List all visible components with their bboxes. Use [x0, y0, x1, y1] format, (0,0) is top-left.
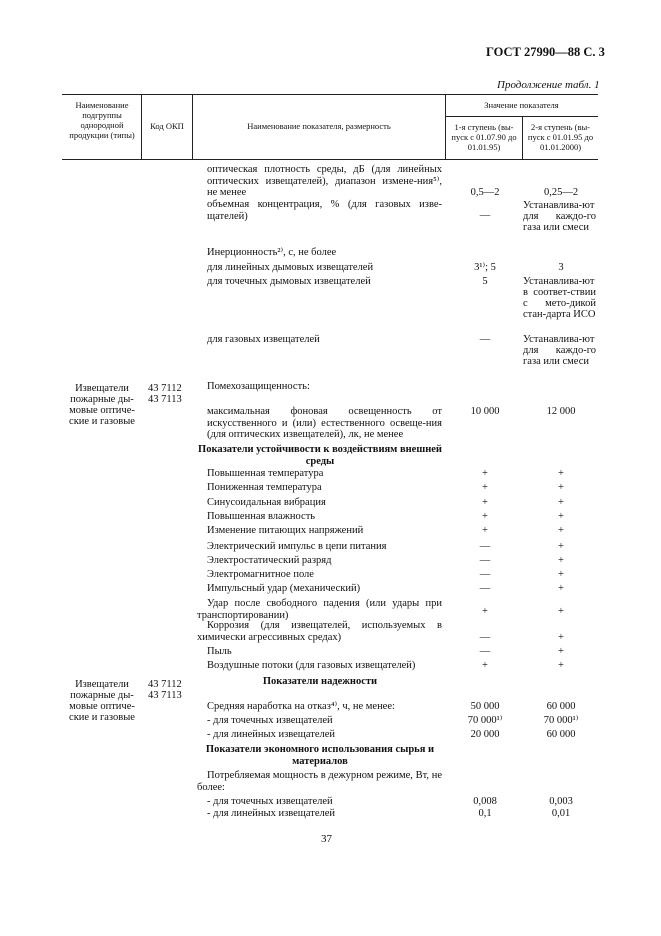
value-stage-1: — — [479, 646, 491, 657]
indicator-text: для точечных дымовых извещателей — [207, 276, 371, 287]
value-stage-1: — — [479, 569, 491, 580]
value-stage-1: 3¹⁾; 5 — [474, 262, 496, 273]
table-top-rule — [62, 94, 598, 95]
value-stage-2: 60 000 — [546, 729, 576, 740]
value-stage-2: + — [558, 555, 564, 566]
table-header-bottom-rule — [62, 159, 598, 160]
header-subgroup: Наименование подгруппы однородной продукции (типы) — [69, 100, 135, 140]
header-stage-1: 1-я ступень (вы-пуск с 01.07.90 до 01.01.95) — [451, 122, 517, 152]
value-stage-2: + — [558, 525, 564, 536]
subgroup-name: Извещатели пожарные ды-мовые оптиче-ские и газовые — [69, 383, 135, 427]
indicator-text: Повышенная температура — [207, 468, 324, 479]
indicator-text: Синусоидальная вибрация — [207, 497, 326, 508]
section-heading: Показатели устойчивости к воздействиям внешней среды — [198, 444, 442, 467]
value-stage-2: + — [558, 660, 564, 671]
header-value: Значение показателя — [484, 100, 559, 110]
value-stage-2: + — [558, 511, 564, 522]
value-stage-1: 50 000 — [470, 701, 500, 712]
header-indicator: Наименование показателя, размерность — [247, 121, 391, 131]
indicator-text: для линейных дымовых извещателей — [207, 262, 374, 273]
indicator-text: - для точечных извещателей — [207, 796, 333, 807]
value-stage-2: Устанавлива-ют в соответ-ствии с мето-дикой стан-дарта ИСО — [523, 276, 596, 320]
indicator-text: Потребляемая мощность в дежурном режиме, Вт, не более: — [197, 770, 442, 793]
header-okp-code: Код ОКП — [150, 121, 184, 131]
okp-code: 43 7112 — [148, 383, 182, 394]
value-stage-1: 5 — [482, 276, 488, 287]
indicator-text: - для точечных извещателей — [207, 715, 333, 726]
value-stage-1: 0,5—2 — [470, 187, 500, 198]
section-heading: Показатели экономного использования сырья и материалов — [205, 744, 435, 767]
indicator-text: Пыль — [207, 646, 232, 657]
indicator-text: Удар после свободного падения (или удары при транспортировании) — [197, 598, 442, 621]
indicator-text — [207, 247, 336, 259]
value-stage-2: 3 — [558, 262, 564, 273]
indicator-text: Воздушные потоки (для газовых извещателей) — [207, 660, 416, 671]
indicator-text: Помехозащищенность: — [207, 381, 310, 392]
value-stage-2: Устанавлива-ют для каждо-го газа или смеси — [523, 200, 596, 233]
document-header: ГОСТ 27990—88 С. 3 — [486, 45, 605, 59]
indicator-text: Изменение питающих напряжений — [207, 525, 364, 536]
indicator-text: Импульсный удар (механический) — [207, 583, 361, 594]
value-stage-1: 20 000 — [470, 729, 500, 740]
okp-code: 43 7113 — [148, 394, 182, 405]
indicator-text: Повышенная влажность — [207, 511, 316, 522]
indicator-text: Пониженная температура — [207, 482, 322, 493]
value-stage-2: + — [558, 632, 564, 643]
value-stage-1: + — [482, 525, 488, 536]
col-divider-1 — [141, 94, 142, 160]
value-stage-1: + — [482, 468, 488, 479]
col-divider-2 — [192, 94, 193, 160]
value-stage-2: + — [558, 569, 564, 580]
indicator-text: Электромагнитное поле — [207, 569, 314, 580]
value-stage-1: — — [479, 583, 491, 594]
value-stage-2: 70 000¹⁾ — [543, 715, 579, 726]
value-stage-2: 0,25—2 — [543, 187, 579, 198]
value-header-rule — [445, 116, 598, 117]
subgroup-name: Извещатели пожарные ды-мовые оптиче-ские и газовые — [69, 679, 135, 723]
value-stage-1: 10 000 — [470, 406, 500, 417]
indicator-text: Коррозия (для извещателей, используемых в химически агрессивных средах) — [197, 620, 442, 643]
value-stage-2: + — [558, 646, 564, 657]
col-divider-4 — [522, 116, 523, 160]
value-stage-2: + — [558, 497, 564, 508]
value-stage-2: + — [558, 482, 564, 493]
value-stage-2: + — [558, 606, 564, 617]
table-continuation-label: Продолжение табл. 1 — [497, 79, 600, 91]
value-stage-2: + — [558, 468, 564, 479]
value-stage-2: + — [558, 541, 564, 552]
value-stage-1: — — [479, 632, 491, 643]
indicator-text: объемная концентрация, % (для газовых изве-щателей) — [207, 199, 442, 222]
value-stage-1: 0,008 — [473, 796, 497, 807]
indicator-text: оптическая плотность среды, дБ (для линейных оптических извещателей), диапазон измене-ния⁵⁾, не менее — [207, 164, 442, 198]
value-stage-1: + — [482, 606, 488, 617]
value-stage-1: + — [482, 497, 488, 508]
value-stage-1: + — [482, 660, 488, 671]
value-stage-1: + — [482, 511, 488, 522]
indicator-text: для газовых извещателей — [207, 334, 320, 345]
indicator-text: - для линейных извещателей — [207, 808, 336, 819]
indicator-text: Средняя наработка на отказ⁴⁾, ч, не менее: — [207, 701, 395, 712]
okp-code: 43 7113 — [148, 690, 182, 701]
indicator-text: Электрический импульс в цепи питания — [207, 541, 387, 552]
header-stage-2: 2-я ступень (вы-пуск с 01.01.95 до 01.01.2000) — [527, 122, 594, 152]
value-stage-2: 0,01 — [551, 808, 571, 819]
value-stage-1: — — [479, 555, 491, 566]
value-stage-1: — — [479, 334, 491, 345]
value-stage-2: 60 000 — [546, 701, 576, 712]
value-stage-2: 12 000 — [546, 406, 576, 417]
indicator-text: Электростатический разряд — [207, 555, 332, 566]
okp-code: 43 7112 — [148, 679, 182, 690]
indicator-text: - для линейных извещателей — [207, 729, 336, 740]
value-stage-1: 70 000¹⁾ — [467, 715, 503, 726]
page-number: 37 — [321, 833, 332, 845]
inertia-label: Инерционность²⁾, с, не более — [207, 247, 337, 258]
value-stage-2: Устанавлива-ют для каждо-го газа или смеси — [523, 334, 596, 367]
section-heading: Показатели надежности — [262, 676, 378, 687]
value-stage-1: 0,1 — [478, 808, 492, 819]
value-stage-2: 0,003 — [549, 796, 573, 807]
value-stage-1: — — [479, 210, 491, 221]
value-stage-2: + — [558, 583, 564, 594]
indicator-text: максимальная фоновая освещенность от искусственного и (или) естественного освеще-ния (для оптических извещателей), лк, не менее — [207, 406, 442, 440]
value-stage-1: — — [479, 541, 491, 552]
value-stage-1: + — [482, 482, 488, 493]
